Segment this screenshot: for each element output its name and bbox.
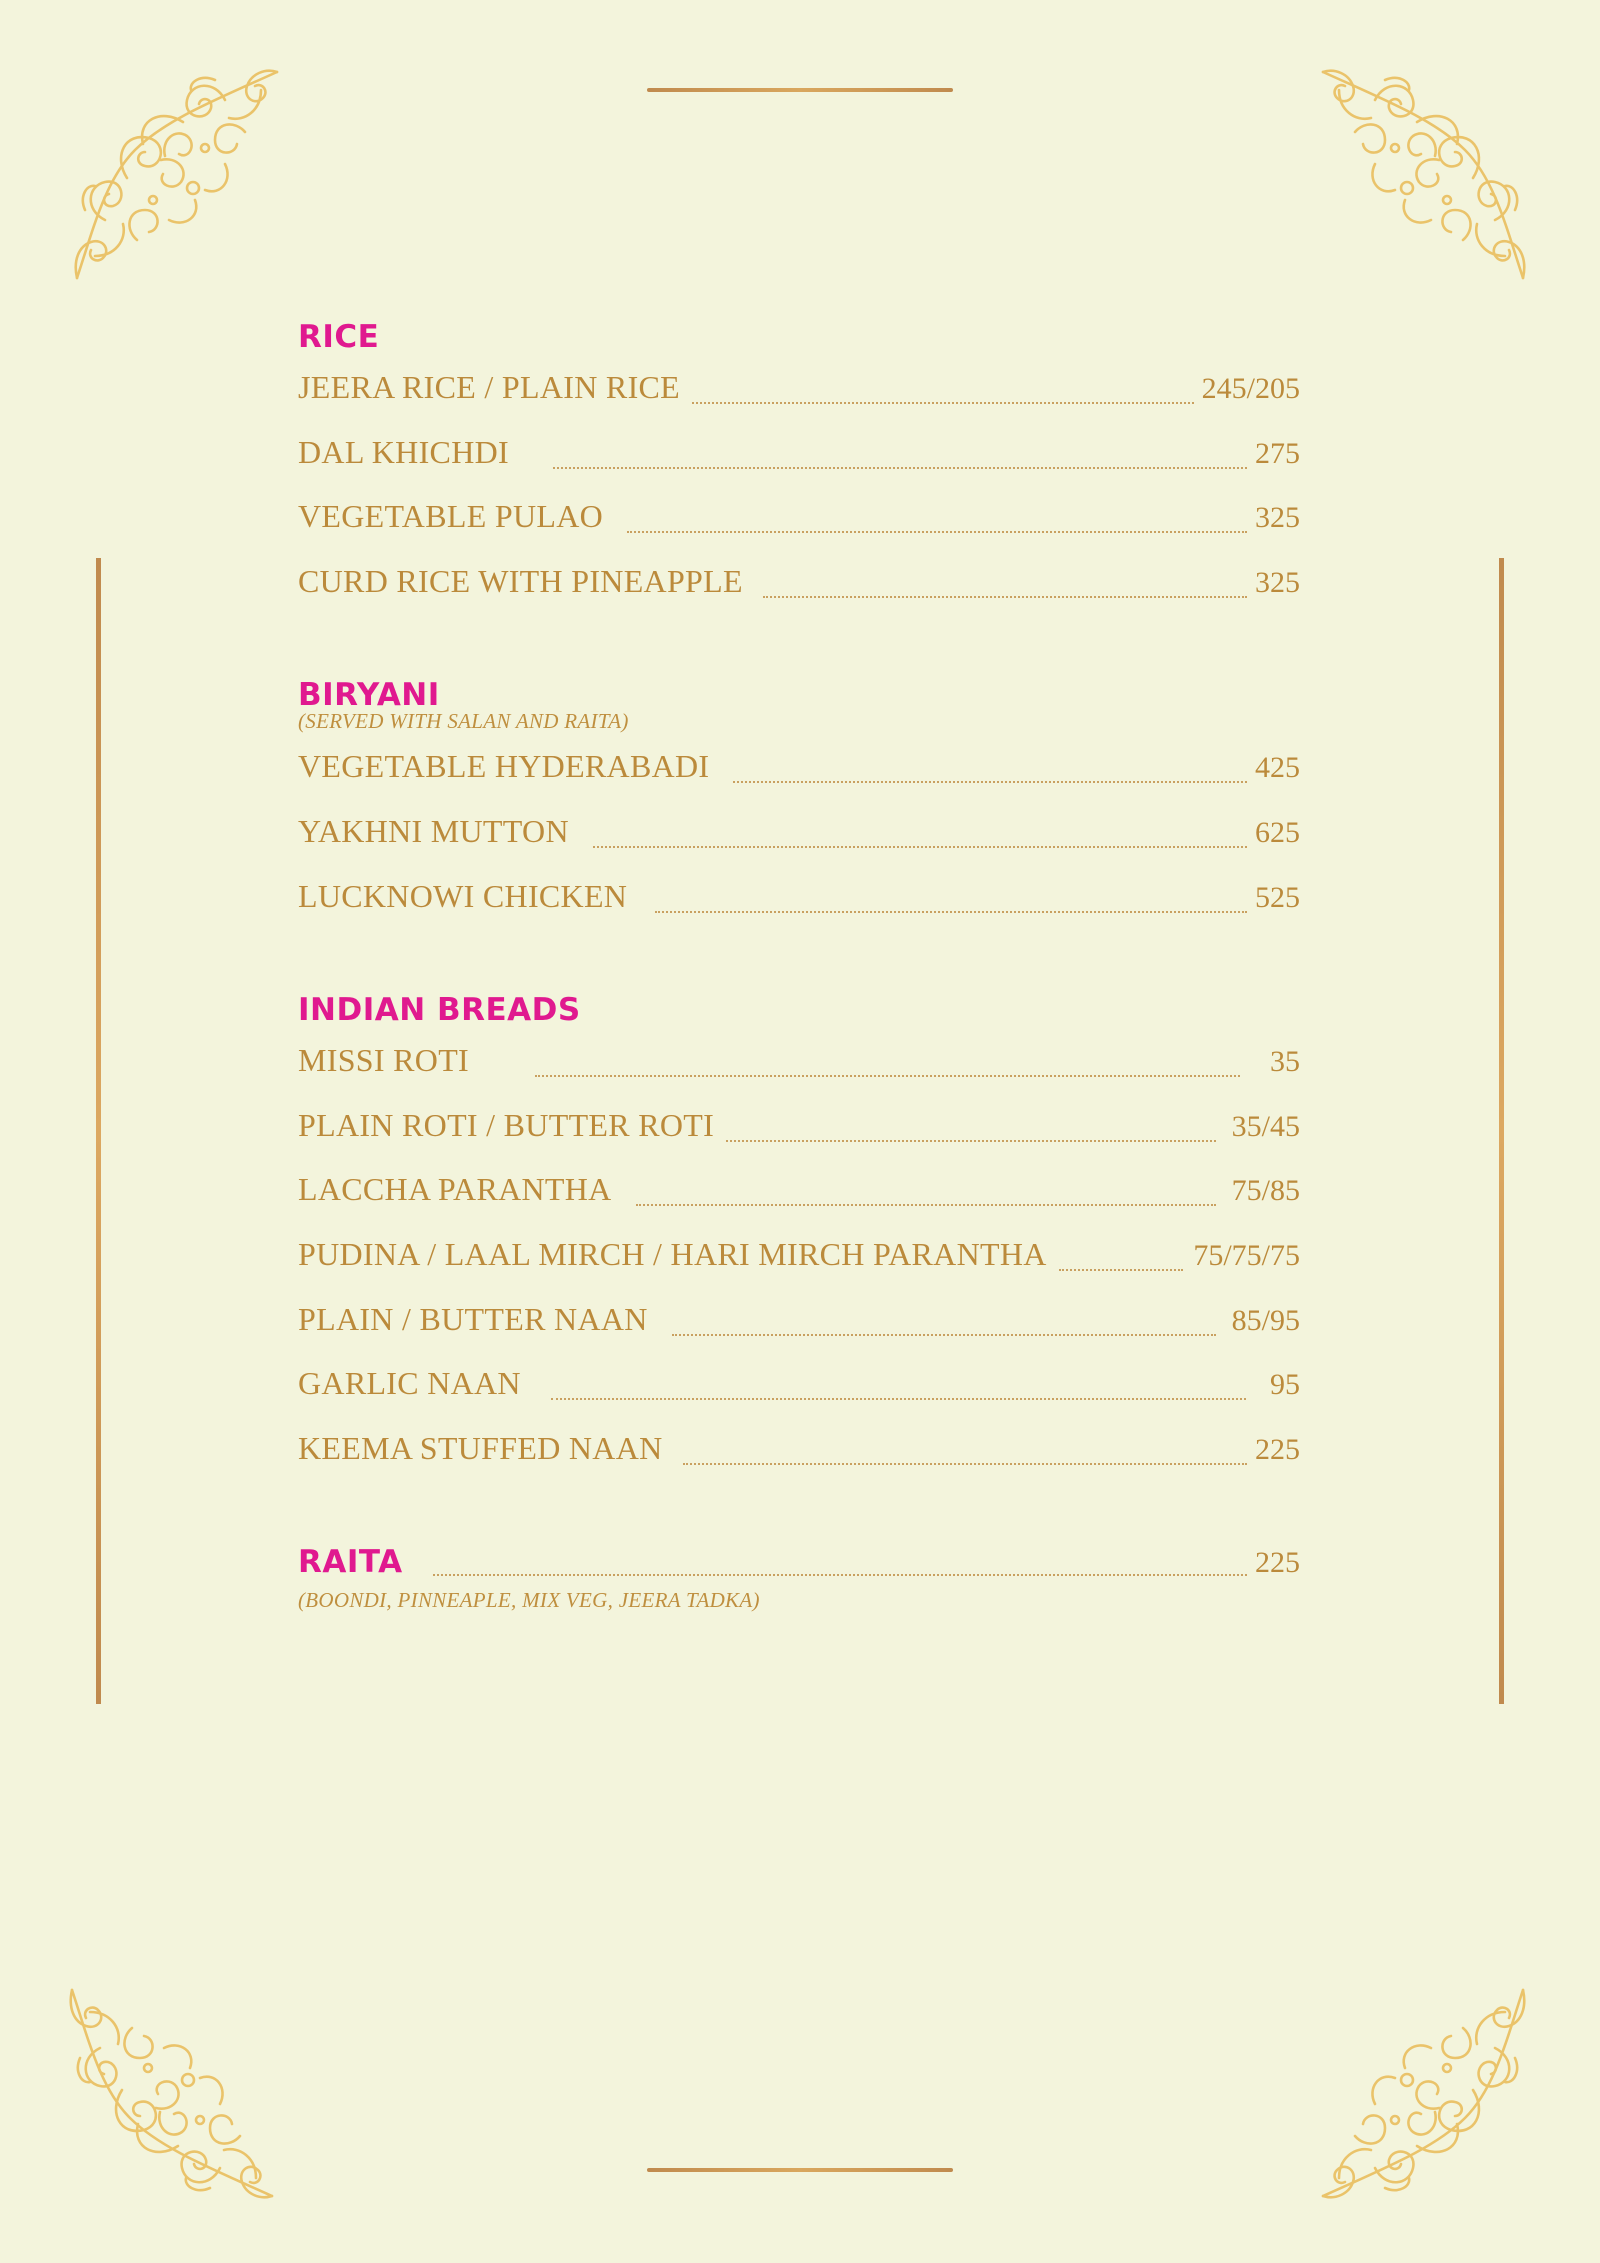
- section-title: RICE: [298, 319, 380, 355]
- menu-item: [298, 813, 1300, 878]
- item-name: VEGETABLE HYDERABADI: [298, 748, 710, 785]
- menu-item: [298, 1107, 1300, 1172]
- menu-item: [298, 369, 1300, 434]
- item-price: 325: [1255, 501, 1300, 535]
- top-right-ornament-icon: [1305, 60, 1535, 290]
- dot-leader: [535, 1075, 1240, 1077]
- section-subtitle: (BOONDI, PINNEAPLE, MIX VEG, JEERA TADKA): [298, 1588, 760, 1613]
- item-price: 85/95: [1231, 1303, 1300, 1337]
- item-price: 225: [1255, 1546, 1300, 1580]
- top-left-ornament-icon: [65, 60, 295, 290]
- right-border-line: [1499, 558, 1504, 1704]
- item-name: KEEMA STUFFED NAAN: [298, 1429, 663, 1466]
- item-price: 275: [1255, 436, 1300, 470]
- menu-item: [298, 434, 1300, 499]
- item-name: PLAIN ROTI / BUTTER ROTI: [298, 1106, 715, 1143]
- item-price: 625: [1255, 815, 1300, 849]
- menu-item: [298, 563, 1300, 628]
- left-border-line: [96, 558, 101, 1704]
- dot-leader: [636, 1204, 1216, 1206]
- dot-leader: [672, 1334, 1216, 1336]
- bottom-right-ornament-icon: [1305, 1978, 1535, 2208]
- section-indian-breads: [298, 986, 1300, 1494]
- item-name: MISSI ROTI: [298, 1042, 470, 1079]
- item-price: 325: [1255, 565, 1300, 599]
- item-price: 425: [1255, 751, 1300, 785]
- dot-leader: [726, 1140, 1216, 1142]
- section-title: INDIAN BREADS: [298, 992, 581, 1029]
- section-subtitle: (SERVED WITH SALAN AND RAITA): [298, 709, 629, 734]
- dot-leader: [551, 1398, 1246, 1400]
- dot-leader: [692, 402, 1194, 404]
- menu-item: [298, 1301, 1300, 1366]
- dot-leader: [593, 846, 1247, 848]
- item-price: 35/45: [1231, 1109, 1300, 1143]
- dot-leader: [655, 911, 1247, 913]
- menu-content: [298, 313, 1300, 1661]
- item-name: LUCKNOWI CHICKEN: [298, 877, 628, 914]
- dot-leader: [1059, 1269, 1184, 1271]
- menu-item: [298, 1171, 1300, 1236]
- item-price: 225: [1255, 1432, 1300, 1466]
- section-rice: [298, 313, 1300, 627]
- item-price: 525: [1255, 880, 1300, 914]
- menu-item: [298, 1042, 1300, 1107]
- item-name: JEERA RICE / PLAIN RICE: [298, 369, 681, 405]
- item-name: CURD RICE WITH PINEAPPLE: [298, 562, 743, 599]
- section-biryani: [298, 671, 1300, 942]
- item-name: GARLIC NAAN: [298, 1365, 521, 1402]
- dot-leader: [733, 781, 1247, 783]
- item-price: 75/75/75: [1193, 1238, 1300, 1272]
- menu-item: [298, 878, 1300, 943]
- item-price: 75/85: [1231, 1174, 1300, 1208]
- dot-leader: [627, 531, 1247, 533]
- item-name: VEGETABLE PULAO: [298, 498, 604, 535]
- item-name: LACCHA PARANTHA: [298, 1171, 612, 1208]
- item-name: YAKHNI MUTTON: [298, 812, 569, 849]
- top-divider: [647, 88, 953, 92]
- item-price: 95: [1270, 1368, 1300, 1402]
- bottom-divider: [647, 2168, 953, 2172]
- section-raita: [298, 1538, 1300, 1613]
- item-name: PLAIN / BUTTER NAAN: [298, 1300, 648, 1337]
- menu-item: [298, 748, 1300, 813]
- menu-item: [298, 498, 1300, 563]
- item-price: 35: [1270, 1045, 1300, 1079]
- dot-leader: [553, 467, 1247, 469]
- item-name: DAL KHICHDI: [298, 433, 509, 470]
- item-price: 245/205: [1201, 372, 1300, 405]
- dot-leader: [683, 1463, 1247, 1465]
- dot-leader: [763, 596, 1247, 598]
- dot-leader: [433, 1574, 1247, 1576]
- menu-item: [298, 1430, 1300, 1495]
- menu-item: [298, 1365, 1300, 1430]
- section-title: RAITA: [298, 1544, 403, 1581]
- raita-row: [298, 1538, 1300, 1586]
- bottom-left-ornament-icon: [60, 1978, 290, 2208]
- section-title: BIRYANI: [298, 677, 440, 714]
- item-name: PUDINA / LAAL MIRCH / HARI MIRCH PARANTHA: [298, 1235, 1047, 1272]
- menu-item: [298, 1236, 1300, 1301]
